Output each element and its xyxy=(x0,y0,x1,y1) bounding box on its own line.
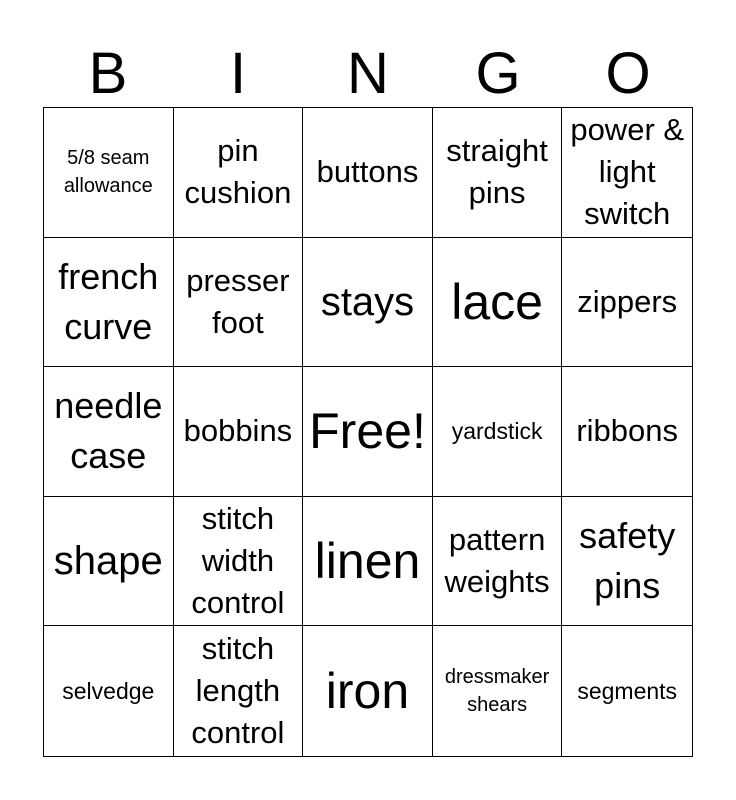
header-letter-o: O xyxy=(605,41,651,106)
bingo-cell[interactable] xyxy=(303,238,433,368)
header-letter-g: G xyxy=(475,41,521,106)
cell-label: yardstick xyxy=(451,418,543,445)
bingo-cell[interactable] xyxy=(303,497,433,627)
cell-label: safety pins xyxy=(579,515,676,607)
bingo-cell[interactable] xyxy=(44,367,174,497)
cell-label: power & light switch xyxy=(570,112,685,232)
cell-label: stitch length control xyxy=(191,631,285,751)
cell-label: straight pins xyxy=(446,133,548,211)
bingo-cell[interactable] xyxy=(303,626,433,756)
bingo-cell[interactable] xyxy=(174,367,304,497)
bingo-cell[interactable] xyxy=(562,367,692,497)
bingo-cell[interactable] xyxy=(433,238,563,368)
bingo-cell[interactable] xyxy=(44,108,174,238)
cell-label: iron xyxy=(325,663,410,720)
bingo-cell[interactable] xyxy=(433,367,563,497)
bingo-cell[interactable] xyxy=(433,108,563,238)
cell-label: stays xyxy=(320,279,415,324)
bingo-cell[interactable] xyxy=(44,238,174,368)
bingo-header xyxy=(43,40,693,108)
cell-label: french curve xyxy=(58,255,159,347)
bingo-cell[interactable] xyxy=(174,626,304,756)
cell-label: presser foot xyxy=(186,262,290,340)
bingo-cell[interactable] xyxy=(562,238,692,368)
free-space-cell[interactable] xyxy=(303,367,433,497)
cell-label: zippers xyxy=(577,283,678,319)
header-letter-i: I xyxy=(229,41,247,106)
bingo-board xyxy=(43,107,693,757)
cell-label: pattern weights xyxy=(444,522,550,600)
cell-label: buttons xyxy=(316,154,419,190)
cell-label: dressmaker shears xyxy=(444,666,550,717)
cell-label: lace xyxy=(451,273,543,330)
bingo-cell[interactable] xyxy=(562,108,692,238)
cell-label: shape xyxy=(53,539,163,584)
cell-label: selvedge xyxy=(62,678,155,705)
bingo-cell[interactable] xyxy=(433,497,563,627)
bingo-cell[interactable] xyxy=(44,497,174,627)
cell-label: needle case xyxy=(54,385,163,477)
cell-label: bobbins xyxy=(183,413,293,449)
header-letter-b: B xyxy=(88,41,128,106)
bingo-cell[interactable] xyxy=(562,626,692,756)
bingo-cell[interactable] xyxy=(174,238,304,368)
bingo-cell[interactable] xyxy=(433,626,563,756)
bingo-cell[interactable] xyxy=(562,497,692,627)
cell-label: segments xyxy=(577,678,678,705)
bingo-cell[interactable] xyxy=(303,108,433,238)
cell-label: ribbons xyxy=(576,413,679,449)
bingo-cell[interactable] xyxy=(174,108,304,238)
cell-label: linen xyxy=(314,533,421,590)
header-letter-n: N xyxy=(347,41,389,106)
cell-label: stitch width control xyxy=(191,501,285,621)
bingo-cell[interactable] xyxy=(44,626,174,756)
bingo-cell[interactable] xyxy=(174,497,304,627)
cell-label: 5/8 seam allowance xyxy=(63,147,153,198)
free-space-label: Free! xyxy=(309,403,426,460)
cell-label: pin cushion xyxy=(184,133,292,211)
